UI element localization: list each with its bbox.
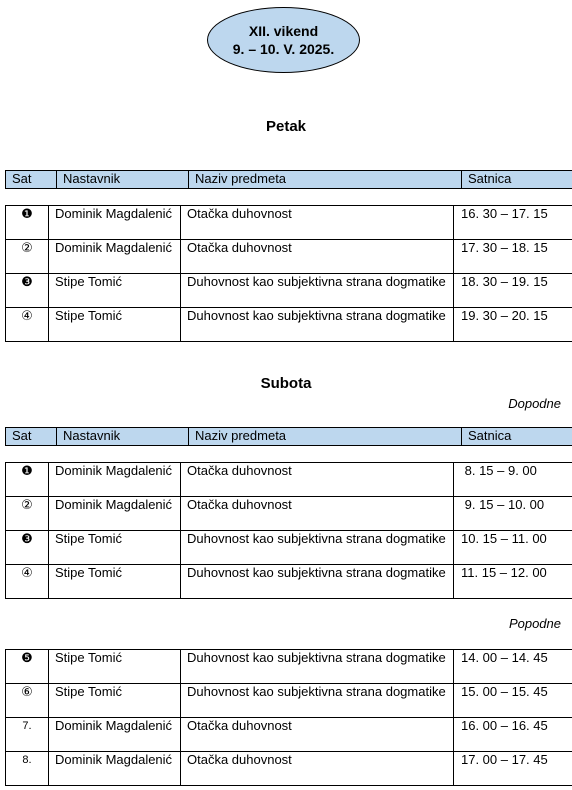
- predmet-cell: Duhovnost kao subjektivna strana dogmatike: [181, 684, 454, 718]
- predmet-cell: Otačka duhovnost: [181, 497, 454, 531]
- table-row: [6, 565, 572, 599]
- table-row: [6, 463, 572, 497]
- satnica-cell: 18. 30 – 19. 15: [454, 274, 572, 308]
- petak-heading: Petak: [265, 118, 307, 135]
- sat-cell: ②: [6, 497, 49, 531]
- subota-heading: Subota: [260, 375, 312, 392]
- col-satnica: Satnica: [462, 428, 572, 446]
- sat-cell: 7.: [6, 718, 49, 752]
- satnica-cell: 11. 15 – 12. 00: [454, 565, 572, 599]
- sat-cell: ②: [6, 240, 49, 274]
- table-row: [6, 650, 572, 684]
- sat-cell: 8.: [6, 752, 49, 786]
- sat-cell: ❸: [6, 274, 49, 308]
- predmet-cell: Otačka duhovnost: [181, 752, 454, 786]
- satnica-cell: 8. 15 – 9. 00: [454, 463, 572, 497]
- weekend-number: XII. vikend: [248, 23, 319, 39]
- predmet-cell: Otačka duhovnost: [181, 718, 454, 752]
- predmet-cell: Duhovnost kao subjektivna strana dogmatike: [181, 565, 454, 599]
- satnica-cell: 14. 00 – 14. 45: [454, 650, 572, 684]
- subota-popodne-table: [5, 649, 572, 786]
- table-row: [6, 531, 572, 565]
- predmet-cell: Duhovnost kao subjektivna strana dogmatike: [181, 531, 454, 565]
- col-sat: Sat: [6, 428, 57, 446]
- col-sat: Sat: [6, 171, 57, 189]
- table-row: [6, 752, 572, 786]
- predmet-cell: Otačka duhovnost: [181, 463, 454, 497]
- sat-cell: ④: [6, 565, 49, 599]
- satnica-cell: 16. 30 – 17. 15: [454, 206, 572, 240]
- subota-header-table: [5, 427, 572, 446]
- sat-cell: ④: [6, 308, 49, 342]
- predmet-cell: Duhovnost kao subjektivna strana dogmatike: [181, 274, 454, 308]
- subota-dopodne-table: [5, 462, 572, 599]
- nastavnik-cell: Dominik Magdalenić: [49, 463, 181, 497]
- col-satnica: Satnica: [462, 171, 572, 189]
- weekend-title-oval: [207, 7, 360, 73]
- table-row: [6, 274, 572, 308]
- table-row: [6, 206, 572, 240]
- sat-cell: ❺: [6, 650, 49, 684]
- satnica-cell: 15. 00 – 15. 45: [454, 684, 572, 718]
- col-nastavnik: Nastavnik: [57, 171, 189, 189]
- table-row: [6, 497, 572, 531]
- popodne-label: Popodne: [508, 616, 561, 631]
- nastavnik-cell: Stipe Tomić: [49, 274, 181, 308]
- sat-cell: ❸: [6, 531, 49, 565]
- nastavnik-cell: Dominik Magdalenić: [49, 752, 181, 786]
- petak-header-table: [5, 170, 572, 189]
- table-row: [6, 308, 572, 342]
- predmet-cell: Otačka duhovnost: [181, 206, 454, 240]
- sat-cell: ⑥: [6, 684, 49, 718]
- satnica-cell: 16. 00 – 16. 45: [454, 718, 572, 752]
- nastavnik-cell: Stipe Tomić: [49, 684, 181, 718]
- table-row: [6, 240, 572, 274]
- dopodne-label: Dopodne: [508, 396, 561, 411]
- nastavnik-cell: Dominik Magdalenić: [49, 206, 181, 240]
- nastavnik-cell: Stipe Tomić: [49, 531, 181, 565]
- satnica-cell: 10. 15 – 11. 00: [454, 531, 572, 565]
- sat-cell: ❶: [6, 206, 49, 240]
- weekend-dates: 9. – 10. V. 2025.: [232, 41, 335, 57]
- nastavnik-cell: Dominik Magdalenić: [49, 497, 181, 531]
- petak-table: [5, 205, 572, 342]
- table-row: [6, 684, 572, 718]
- table-row: [6, 718, 572, 752]
- nastavnik-cell: Dominik Magdalenić: [49, 240, 181, 274]
- col-nastavnik: Nastavnik: [57, 428, 189, 446]
- col-predmet: Naziv predmeta: [189, 171, 462, 189]
- satnica-cell: 17. 30 – 18. 15: [454, 240, 572, 274]
- nastavnik-cell: Stipe Tomić: [49, 565, 181, 599]
- col-predmet: Naziv predmeta: [189, 428, 462, 446]
- satnica-cell: 9. 15 – 10. 00: [454, 497, 572, 531]
- predmet-cell: Otačka duhovnost: [181, 240, 454, 274]
- predmet-cell: Duhovnost kao subjektivna strana dogmatike: [181, 650, 454, 684]
- satnica-cell: 19. 30 – 20. 15: [454, 308, 572, 342]
- nastavnik-cell: Stipe Tomić: [49, 308, 181, 342]
- nastavnik-cell: Stipe Tomić: [49, 650, 181, 684]
- predmet-cell: Duhovnost kao subjektivna strana dogmatike: [181, 308, 454, 342]
- satnica-cell: 17. 00 – 17. 45: [454, 752, 572, 786]
- sat-cell: ❶: [6, 463, 49, 497]
- nastavnik-cell: Dominik Magdalenić: [49, 718, 181, 752]
